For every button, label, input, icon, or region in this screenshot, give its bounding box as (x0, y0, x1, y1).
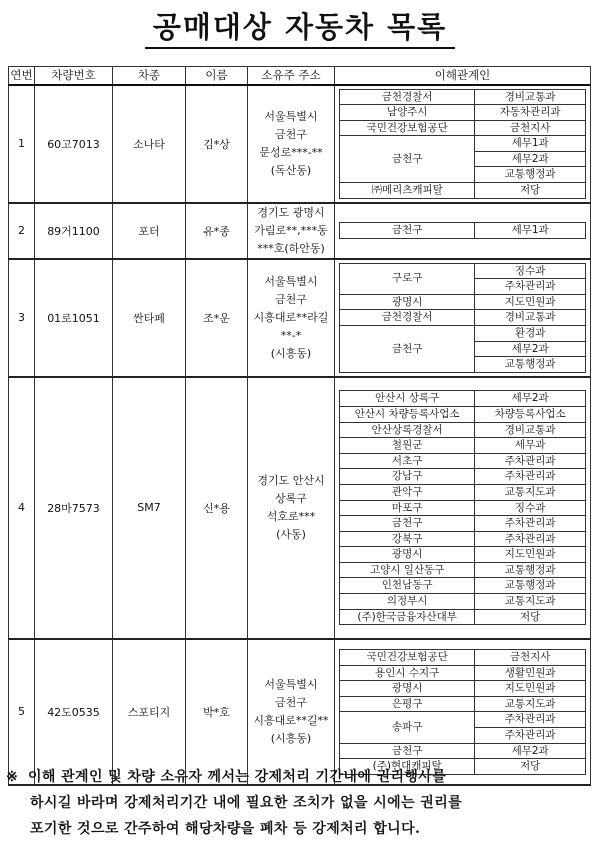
plate-number: 60고7013 (35, 85, 113, 203)
party-organization: 금천구 (340, 136, 475, 183)
row-no: 5 (9, 639, 35, 785)
party-row (340, 89, 586, 105)
owner-address (248, 639, 335, 785)
party-row (340, 696, 586, 712)
party-row (340, 453, 586, 469)
interested-parties-cell (335, 203, 591, 259)
party-organization: 남양주시 (340, 105, 475, 121)
party-department: 저당 (475, 609, 586, 625)
address-line: 문성로***-** (259, 145, 323, 159)
address-line: 상록구 (275, 491, 307, 505)
address-line: ***호(하안동) (257, 241, 325, 255)
party-row (340, 484, 586, 500)
table-row (9, 639, 591, 785)
party-department: 주차관리과 (475, 279, 586, 295)
party-organization: 관악구 (340, 484, 475, 500)
interested-parties-table (339, 263, 586, 373)
party-row (340, 649, 586, 665)
party-organization: ㈜메리츠캐피탈 (340, 183, 475, 199)
title-wrap (0, 8, 600, 49)
table-row (9, 85, 591, 203)
party-organization: 구로구 (340, 263, 475, 294)
party-organization: 광명시 (340, 681, 475, 697)
vehicle-table (8, 66, 591, 786)
interested-parties-table (339, 89, 586, 199)
party-department: 금천지사 (475, 120, 586, 136)
party-department: 경비교통과 (475, 422, 586, 438)
address-line: (시흥동) (270, 731, 312, 745)
header-name: 이름 (186, 67, 248, 85)
interested-parties-table (339, 222, 586, 239)
party-organization: 금천경찰서 (340, 89, 475, 105)
party-row (340, 294, 586, 310)
owner-address (248, 203, 335, 259)
party-row (340, 578, 586, 594)
party-row (340, 665, 586, 681)
row-no: 2 (9, 203, 35, 259)
party-department: 교통행정과 (475, 167, 586, 183)
table-row (9, 259, 591, 377)
party-department: 세무과 (475, 438, 586, 454)
owner-name: 신*용 (186, 377, 248, 639)
party-department: 경비교통과 (475, 310, 586, 326)
party-organization: 용인시 수지구 (340, 665, 475, 681)
address-line: (사동) (276, 527, 306, 541)
row-no: 3 (9, 259, 35, 377)
header-model: 차종 (113, 67, 186, 85)
party-row (340, 562, 586, 578)
party-organization: (주)현대캐피탈 (340, 759, 475, 775)
plate-number: 42도0535 (35, 639, 113, 785)
party-row (340, 136, 586, 152)
party-department: 징수과 (475, 263, 586, 279)
party-department: 교통행정과 (475, 357, 586, 373)
party-row (340, 391, 586, 407)
party-row (340, 406, 586, 422)
party-organization: 금천구 (340, 743, 475, 759)
party-department: 세무2과 (475, 391, 586, 407)
party-row (340, 712, 586, 728)
address-line: (독산동) (270, 163, 312, 177)
address-line: 금천구 (275, 695, 307, 709)
party-row (340, 263, 586, 279)
table-header (9, 67, 591, 85)
table-row (9, 377, 591, 639)
party-row (340, 609, 586, 625)
party-organization: 국민건강보험공단 (340, 649, 475, 665)
notice-line (6, 790, 596, 816)
party-organization: 강북구 (340, 531, 475, 547)
row-no: 4 (9, 377, 35, 639)
party-organization: 국민건강보험공단 (340, 120, 475, 136)
party-department: 교통지도과 (475, 696, 586, 712)
party-organization: 철원군 (340, 438, 475, 454)
party-department: 저당 (475, 759, 586, 775)
header-address: 소유주 주소 (248, 67, 335, 85)
party-department: 세무1과 (475, 136, 586, 152)
vehicle-model: 싼타페 (113, 259, 186, 377)
address-line: 서울특별시 (264, 109, 318, 123)
party-row (340, 547, 586, 563)
row-no: 1 (9, 85, 35, 203)
notice-line-text: 하시길 바라며 강제처리기간 내에 필요한 조치가 없을 시에는 권리를 (30, 795, 463, 811)
notice-line-text: 포기한 것으로 간주하여 해당차량을 폐차 등 강제처리 합니다. (30, 821, 421, 837)
party-department: 징수과 (475, 500, 586, 516)
header-no: 연번 (9, 67, 35, 85)
party-organization: 인천남동구 (340, 578, 475, 594)
vehicle-model: 소나타 (113, 85, 186, 203)
address-line: 금천구 (275, 292, 307, 306)
address-line: 금천구 (275, 127, 307, 141)
owner-address (248, 377, 335, 639)
party-department: 지도민원과 (475, 294, 586, 310)
party-row (340, 326, 586, 342)
party-organization: 송파구 (340, 712, 475, 743)
party-department: 교통행정과 (475, 562, 586, 578)
party-row (340, 681, 586, 697)
party-department: 환경과 (475, 326, 586, 342)
party-row (340, 183, 586, 199)
page-title: 공매대상 자동차 목록 (145, 8, 455, 49)
table-row (9, 203, 591, 259)
party-organization: 안산시 차량등록사업소 (340, 406, 475, 422)
address-line: (시흥동) (270, 346, 312, 360)
party-department: 지도민원과 (475, 547, 586, 563)
party-department: 세무2과 (475, 743, 586, 759)
owner-address (248, 259, 335, 377)
party-row (340, 594, 586, 610)
address-line: 석호로*** (266, 509, 316, 523)
party-row (340, 743, 586, 759)
party-department: 저당 (475, 183, 586, 199)
party-department: 주차관리과 (475, 453, 586, 469)
address-line: 서울특별시 (264, 274, 318, 288)
vehicle-model: SM7 (113, 377, 186, 639)
party-organization: 고양시 일산동구 (340, 562, 475, 578)
address-line: 시흥대로**길** (253, 713, 329, 727)
party-department: 생활민원과 (475, 665, 586, 681)
party-department: 주차관리과 (475, 712, 586, 728)
notice-line (6, 764, 596, 790)
party-organization: 은평구 (340, 696, 475, 712)
address-line: **-* (280, 328, 302, 342)
interested-parties-table (339, 390, 586, 625)
header-plate: 차량번호 (35, 67, 113, 85)
owner-name: 조*운 (186, 259, 248, 377)
party-row (340, 422, 586, 438)
address-line: 가림로**,***동 (254, 223, 328, 237)
party-row (340, 105, 586, 121)
table-body (9, 85, 591, 785)
party-department: 주차관리과 (475, 531, 586, 547)
party-department: 교통행정과 (475, 578, 586, 594)
party-organization: 광명시 (340, 547, 475, 563)
party-department: 교통지도과 (475, 484, 586, 500)
notice-mark: ※ (6, 769, 19, 785)
plate-number: 28마7573 (35, 377, 113, 639)
party-department: 자동차관리과 (475, 105, 586, 121)
owner-address (248, 85, 335, 203)
party-department: 교통지도과 (475, 594, 586, 610)
party-organization: 서초구 (340, 453, 475, 469)
party-department: 주차관리과 (475, 469, 586, 485)
interested-parties-cell (335, 639, 591, 785)
party-organization: 의정부시 (340, 594, 475, 610)
plate-number: 01로1051 (35, 259, 113, 377)
party-organization: 금천구 (340, 223, 475, 239)
party-department: 세무2과 (475, 151, 586, 167)
notice-line-text: 이해 관계인 및 차량 소유자 께서는 강제처리 기간내에 권리행사를 (28, 769, 447, 785)
party-row (340, 516, 586, 532)
party-row (340, 531, 586, 547)
owner-name: 박*호 (186, 639, 248, 785)
notice-text (6, 764, 596, 842)
address-line: 서울특별시 (264, 677, 318, 691)
party-department: 주차관리과 (475, 516, 586, 532)
party-row (340, 223, 586, 239)
party-department: 경비교통과 (475, 89, 586, 105)
vehicle-model: 포터 (113, 203, 186, 259)
party-row (340, 469, 586, 485)
address-line: 경기도 광명시 (257, 205, 325, 219)
interested-parties-cell (335, 85, 591, 203)
header-parties: 이해관계인 (335, 67, 591, 85)
party-row (340, 120, 586, 136)
party-department: 세무2과 (475, 341, 586, 357)
address-line: 시흥대로**라길 (253, 310, 329, 324)
party-organization: 안산시 상록구 (340, 391, 475, 407)
party-department: 주차관리과 (475, 727, 586, 743)
interested-parties-table (339, 649, 586, 775)
party-row (340, 500, 586, 516)
address-line: 경기도 안산시 (257, 473, 325, 487)
party-organization: (주)한국금융자산대부 (340, 609, 475, 625)
party-department: 세무1과 (475, 223, 586, 239)
party-row (340, 310, 586, 326)
party-organization: 금천구 (340, 516, 475, 532)
vehicle-model: 스포티지 (113, 639, 186, 785)
owner-name: 김*상 (186, 85, 248, 203)
owner-name: 유*종 (186, 203, 248, 259)
party-department: 지도민원과 (475, 681, 586, 697)
interested-parties-cell (335, 259, 591, 377)
party-department: 차량등록사업소 (475, 406, 586, 422)
party-organization: 안산상록경찰서 (340, 422, 475, 438)
notice-line (6, 816, 596, 842)
party-organization: 마포구 (340, 500, 475, 516)
party-row (340, 438, 586, 454)
party-organization: 광명시 (340, 294, 475, 310)
interested-parties-cell (335, 377, 591, 639)
party-organization: 금천구 (340, 326, 475, 373)
plate-number: 89거1100 (35, 203, 113, 259)
party-organization: 금천경찰서 (340, 310, 475, 326)
party-department: 금천지사 (475, 649, 586, 665)
party-organization: 강남구 (340, 469, 475, 485)
